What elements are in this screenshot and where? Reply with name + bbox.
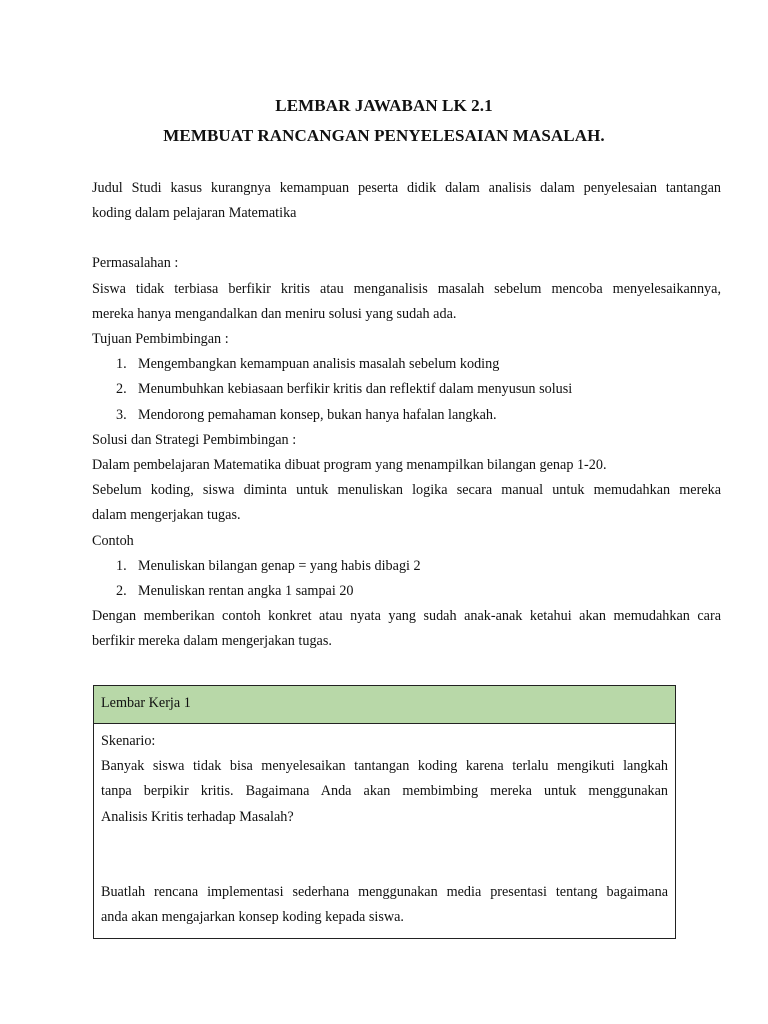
list-item: 1. Menuliskan bilangan genap = yang habis dibagi 2 xyxy=(116,557,421,574)
skenario-line-3: Analisis Kritis terhadap Masalah? xyxy=(101,808,294,825)
contoh-closing-line-2: berfikir mereka dalam mengerjakan tugas. xyxy=(92,633,332,650)
solusi-heading: Solusi dan Strategi Pembimbingan : xyxy=(92,431,297,448)
permasalahan-line-2: mereka hanya mengandalkan dan meniru solusi yang sudah ada. xyxy=(92,305,457,322)
contoh-heading: Contoh xyxy=(92,532,134,549)
contoh-list xyxy=(92,554,721,604)
document-subtitle: MEMBUAT RANCANGAN PENYELESAIAN MASALAH. xyxy=(163,126,605,145)
judul-line-1: Judul Studi kasus kurangnya kemampuan peserta didik dalam analisis dalam penyelesaian tantangan xyxy=(92,180,721,196)
task-line-1: Buatlah rencana implementasi sederhana menggunakan media presentasi tentang bagaimana xyxy=(101,883,668,900)
solusi-line-1: Dalam pembelajaran Matematika dibuat program yang menampilkan bilangan genap 1-20. xyxy=(92,457,607,474)
task-line-2: anda akan mengajarkan konsep koding kepada siswa. xyxy=(101,909,404,926)
lembar-kerja-header: Lembar Kerja 1 xyxy=(94,686,675,724)
skenario-line-1: Banyak siswa tidak bisa menyelesaikan tantangan koding karena terlalu mengikuti langkah xyxy=(101,758,668,775)
lembar-kerja-body xyxy=(94,724,675,938)
skenario-label: Skenario: xyxy=(101,733,156,749)
document-body xyxy=(92,176,721,655)
document-title: LEMBAR JAWABAN LK 2.1 xyxy=(275,96,493,115)
permasalahan-line-1: Siswa tidak terbiasa berfikir kritis atau menganalisis masalah sebelum mencoba menyelesaikannya, xyxy=(92,280,721,297)
tujuan-heading: Tujuan Pembimbingan : xyxy=(92,331,229,348)
list-item: 2. Menuliskan rentan angka 1 sampai 20 xyxy=(116,583,354,600)
solusi-line-2: Sebelum koding, siswa diminta untuk menuliskan logika secara manual untuk memudahkan mereka xyxy=(92,482,721,499)
list-item: 2. Menumbuhkan kebiasaan berfikir kritis dan reflektif dalam menyusun solusi xyxy=(116,381,573,398)
permasalahan-heading: Permasalahan : xyxy=(92,255,179,272)
skenario-line-2: tanpa berpikir kritis. Bagaimana Anda akan membimbing mereka untuk menggunakan xyxy=(101,783,668,800)
list-item: 3. Mendorong pemahaman konsep, bukan hanya hafalan langkah. xyxy=(116,406,497,423)
solusi-line-3: dalam mengerjakan tugas. xyxy=(92,507,241,524)
tujuan-list xyxy=(92,352,721,428)
contoh-closing-line-1: Dengan memberikan contoh konkret atau nyata yang sudah anak-anak ketahui akan memudahkan cara xyxy=(92,608,721,625)
lembar-kerja-table xyxy=(93,685,676,939)
list-item: 1. Mengembangkan kemampuan analisis masalah sebelum koding xyxy=(116,356,500,373)
judul-line-2: koding dalam pelajaran Matematika xyxy=(92,205,297,222)
